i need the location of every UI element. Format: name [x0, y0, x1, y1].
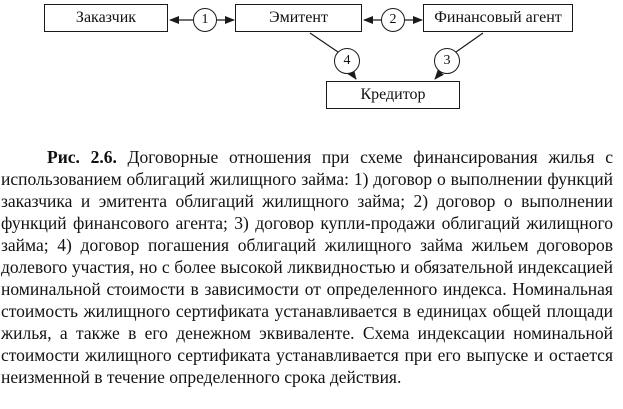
node-issuer: Эмитент — [235, 4, 362, 32]
link-badge-4: 4 — [334, 48, 360, 74]
link-badge-1: 1 — [193, 8, 217, 32]
arrow-badge3-to-creditor — [435, 72, 441, 79]
line-agent-to-badge3 — [456, 33, 483, 52]
node-customer: Заказчик — [44, 4, 168, 32]
figure-caption-text: Договорные отношения при схеме финансирования жилья с использованием облигаций жилищного займа: 1) договор о выполнении функций заказчика и эмитента облигаций жилищного займа; 2) договор о выполнении функций финансового агента; 3) договор купли-продажи облигаций жилищного займа; 4) договор погашения облигаций жилищного займа жильем договоров долевого участия, но с более высокой ликвидностью и обязательной индексацией номинальной стоимости в зависимости от определенного индекса. Номинальная стоимость жилищного сертификата устанавливается в единицах общей площади жилья, а также в его денежном эквиваленте. Схема индексации номинальной стоимости жилищного сертификата устанавливается при его выпуске и остается неизменной в течение определенного срока действия. — [1, 147, 614, 387]
figure-caption — [1, 146, 613, 388]
link-badge-2: 2 — [381, 8, 405, 32]
node-creditor: Кредитор — [326, 81, 460, 109]
figure-caption-number: Рис. 2.6. — [47, 147, 117, 167]
housing-finance-scheme-diagram — [0, 0, 623, 134]
link-badge-3: 3 — [434, 48, 460, 74]
line-issuer-to-badge4 — [310, 33, 338, 52]
node-financial-agent: Финансовый агент — [423, 4, 573, 32]
